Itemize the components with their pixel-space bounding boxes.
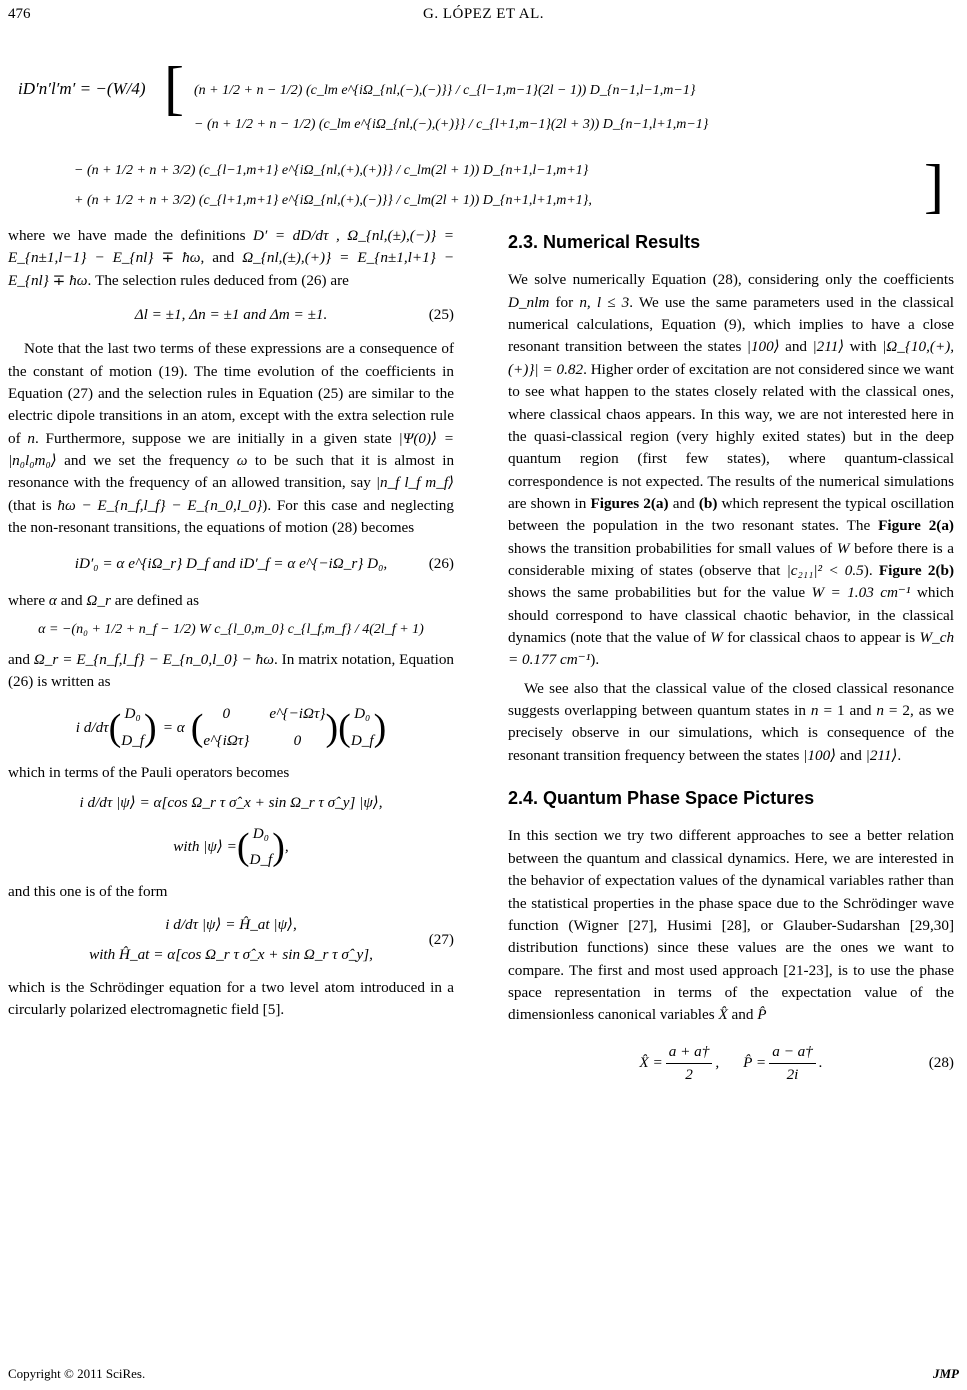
schrodinger-paragraph: which is the Schrödinger equation for a two level atom introduced in a circularly polarized electromagnetic field [5]. bbox=[8, 978, 454, 1018]
figure-2b-link[interactable]: (b) bbox=[698, 494, 718, 512]
figure-2a-link-2[interactable]: Figure 2(a) bbox=[878, 517, 954, 535]
equation-25: Δl = ±1, Δn = ±1 and Δm = ±1. (25) bbox=[134, 306, 454, 324]
phase-space-paragraph: In this section we try two different approaches to see a better relation between the quantum and classical dynamics. Here, we are interested in the behavior of expectation values of the dynamical variables rather than the statistical properties in the phase space due to the Schrödinger wave function (Wigner [27], Husimi [28], or Glauber-Sudarshan [29,30] distribution functions) since these values are the ones we want to compare. The first and most used approach [21-23], is to use the phase space representation in terms of the expectation value of the dimensionless canonical variables X̂ and P̂ bbox=[508, 827, 954, 1024]
note-paragraph: Note that the last two terms of these expressions are a consequence of the constant of motion (19). The time evolution of the coefficients in Equation (27) and the selection rules in Equation (25) are similar to the electric dipole transitions in an atom, except with the extra selection rule of n. Furthermore, suppose we are initially in a given state |Ψ(0)⟩ = |n₀l₀m₀⟩ and we set the frequency ω to be such that it is almost in resonance with the frequency of an allowed transition, say |n_f l_f m_f⟩ (that is ħω − E_{n_f,l_f} − E_{n_0,l_0}). For this case and neglecting the non-resonant transitions, the equations of motion (28) becomes bbox=[8, 340, 455, 537]
top-eq-lhs: iD′n′l′m′ = −(W/4) bbox=[18, 79, 146, 98]
form-paragraph: and this one is of the form bbox=[8, 883, 168, 901]
page-number: 476 bbox=[8, 6, 31, 22]
section-2-4-title: 2.4. Quantum Phase Space Pictures bbox=[508, 788, 815, 809]
top-eq-term4: + (n + 1/2 + n + 3/2) (c_{l+1,m+1} e^{iΩ_{nl,(+),(−)}} / c_lm(2l + 1)) D_{n+1,l+1,m+1}, bbox=[74, 193, 592, 208]
overlap-paragraph: We see also that the classical value of the closed classical resonance suggests overlapping between quantum states in n = 1 and n = 2, as we precisely observe in our simulations, which is consequence of the resonant transition frequency between the states |100⟩ and |211⟩. bbox=[508, 679, 955, 764]
running-title: G. LÓPEZ ET AL. bbox=[423, 6, 544, 22]
equation-27: i d/dτ |ψ⟩ = Ĥ_at |ψ⟩, with Ĥ_at = α[cos Ω_r τ σ̂_x + sin Ω_r τ σ̂_y], (27) bbox=[89, 915, 454, 964]
journal-abbrev: JMP bbox=[933, 1366, 959, 1381]
pauli-equation: i d/dτ |ψ⟩ = α[cos Ω_r τ σ̂_x + sin Ω_r τ σ̂_y] |ψ⟩, bbox=[79, 794, 383, 812]
matrix-notation-paragraph: and Ω_r = E_{n_f,l_f} − E_{n_0,l_0} − ħω. In matrix notation, Equation (26) is written as bbox=[8, 650, 455, 691]
top-eq-term2: − (n + 1/2 + n − 1/2) (c_lm e^{iΩ_{nl,(−),(+)}} / c_{l+1,m−1}(2l + 3)) D_{n−1,l+1,m−1} bbox=[194, 117, 709, 132]
left-column bbox=[8, 225, 454, 1027]
figure-2b-link-2[interactable]: Figure 2(b) bbox=[878, 561, 955, 579]
numerical-results-paragraph: We solve numerically Equation (28), considering only the coefficients D_nlm for n, l ≤ 3. We use the same parameters used in the classical numerical calculations, Equation (9), which implies to have a close resonant transition between the states |100⟩ and |211⟩ with |Ω_{10,(+),(+)}| = 0.82. Higher order of excitation are not considered since we want to see what happen to the states closely related with the classical ones, where classical chaos appears. In this way, we are not interested here in the quasi-classical region (very highly exited states) but in the deep quantum region (first few states), where quantum-classical correspondence is not expected. The results of the numerical simulations are shown in Figures 2(a) and (b) which represent the typical oscillation between the population in the two resonant states. The Figure 2(a) shows the transition probabilities for small values of W before there is a considerable mixing of states (observe that |c₂₁₁|² < 0.5). Figure 2(b) shows the same probabilities but for the value W = 1.03 cm⁻¹ which should correspond to have classical chaotic behavior, in the classical dynamics (note that the value of W for classical chaos to appear is W_ch = 0.177 cm⁻¹). bbox=[508, 271, 955, 669]
top-eq-term3: − (n + 1/2 + n + 3/2) (c_{l−1,m+1} e^{iΩ_{nl,(+),(+)}} / c_lm(2l + 1)) D_{n+1,l−1,m+1} bbox=[74, 163, 589, 178]
equation-28: X̂ = $\frac{a + a\dagger}{2}$ , P̂ = $\frac{a - a\dagger}{2i}$ . (28) bbox=[639, 1042, 954, 1083]
equation-26: iD′₀ = α e^{iΩ_r} D_f and iD′_f = α e^{−iΩ_r} D₀, (26) bbox=[74, 555, 454, 573]
top-eq-term1: (n + 1/2 + n − 1/2) (c_lm e^{iΩ_{nl,(−),(−)}} / c_{l−1,m−1}(2l − 1)) D_{n−1,l−1,m−1} bbox=[194, 83, 696, 98]
alpha-definition: α = −(n₀ + 1/2 + n_f − 1/2) W c_{l_0,m_0} c_{l_f,m_f} / 4(2l_f + 1) bbox=[38, 622, 424, 638]
definitions-paragraph: where we have made the definitions D′ = dD/dτ , Ω_{nl,(±),(−)} = E_{n±1,l−1} − E_{nl} ∓ ħω, and Ω_{nl,(±),(+)} = E_{n±1,l+1} − E_{nl} ∓ ħω. The selection rules deduced from (26) are bbox=[8, 227, 455, 289]
pauli-paragraph: which in terms of the Pauli operators becomes bbox=[8, 764, 290, 782]
top-eq-bracket-close: ] bbox=[924, 153, 944, 216]
matrix-equation: i d/dτ ( D₀ D_f ) = α ( 0 e^{−iΩτ} e^{iΩτ} 0 ) ( D₀ D_f ) bbox=[75, 705, 387, 749]
top-display-equation bbox=[14, 36, 954, 216]
pauli-with: with |ψ⟩ = ( D₀ D_f ) , bbox=[173, 824, 289, 869]
alpha-definition-paragraph: where α and Ω_r are defined as bbox=[8, 591, 200, 609]
figure-2a-link[interactable]: Figures 2(a) bbox=[590, 494, 669, 512]
copyright: Copyright © 2011 SciRes. bbox=[8, 1366, 146, 1381]
right-column bbox=[508, 225, 954, 1100]
top-eq-bracket-open: [ bbox=[164, 55, 184, 121]
section-2-3-title: 2.3. Numerical Results bbox=[508, 232, 701, 252]
